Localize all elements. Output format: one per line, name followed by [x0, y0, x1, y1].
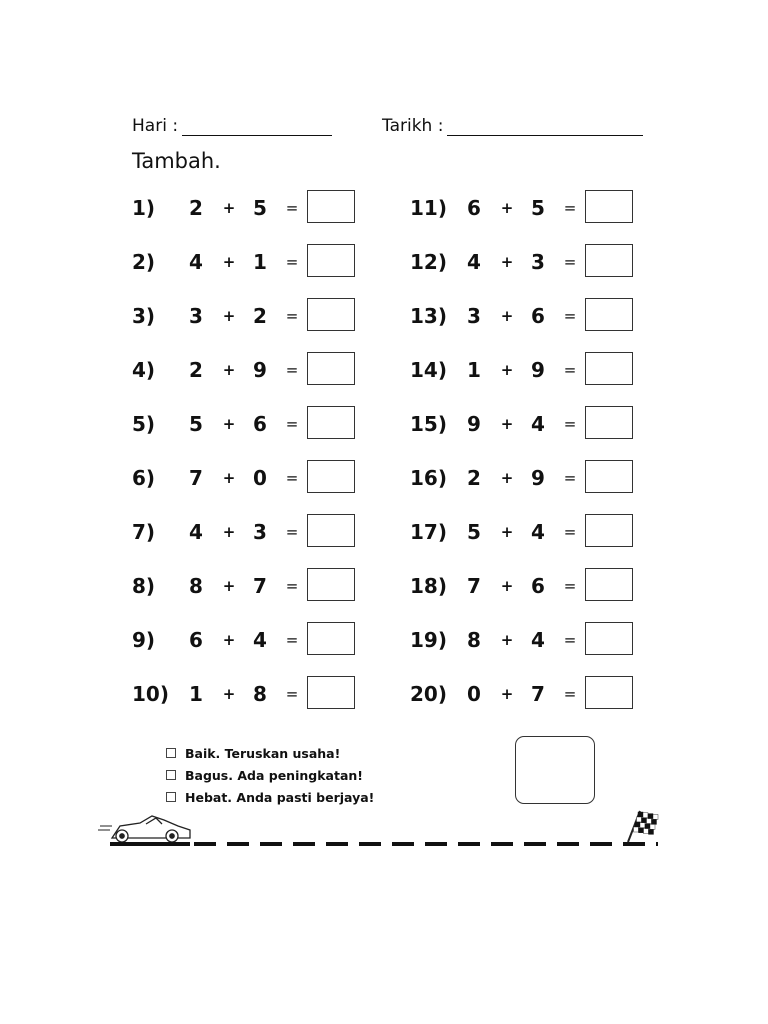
first-addend: 6	[189, 628, 203, 652]
problem-number: 16)	[410, 466, 447, 490]
feedback-label: Hebat. Anda pasti berjaya!	[185, 789, 375, 805]
first-addend: 3	[189, 304, 203, 328]
plus-sign: +	[500, 253, 514, 271]
first-addend: 1	[467, 358, 481, 382]
problem-number: 4)	[132, 358, 156, 382]
plus-sign: +	[222, 631, 236, 649]
plus-sign: +	[500, 685, 514, 703]
equals-sign: =	[563, 469, 577, 487]
first-addend: 3	[467, 304, 481, 328]
first-addend: 4	[189, 250, 203, 274]
first-addend: 4	[467, 250, 481, 274]
plus-sign: +	[222, 469, 236, 487]
second-addend: 6	[531, 304, 545, 328]
problem-number: 18)	[410, 574, 447, 598]
problem-number: 17)	[410, 520, 447, 544]
equals-sign: =	[285, 415, 299, 433]
equals-sign: =	[285, 199, 299, 217]
feedback-label: Bagus. Ada peningkatan!	[185, 767, 363, 783]
second-addend: 7	[531, 682, 545, 706]
first-addend: 2	[189, 196, 203, 220]
equals-sign: =	[563, 577, 577, 595]
equals-sign: =	[285, 253, 299, 271]
equals-sign: =	[563, 253, 577, 271]
equals-sign: =	[285, 307, 299, 325]
first-addend: 8	[189, 574, 203, 598]
problem-number: 6)	[132, 466, 156, 490]
date-label: Tarikh :	[382, 116, 444, 136]
first-addend: 2	[189, 358, 203, 382]
equals-sign: =	[285, 685, 299, 703]
first-addend: 8	[467, 628, 481, 652]
second-addend: 5	[531, 196, 545, 220]
equals-sign: =	[563, 307, 577, 325]
equals-sign: =	[563, 685, 577, 703]
second-addend: 7	[253, 574, 267, 598]
plus-sign: +	[500, 415, 514, 433]
first-addend: 7	[467, 574, 481, 598]
second-addend: 3	[253, 520, 267, 544]
second-addend: 2	[253, 304, 267, 328]
problem-number: 8)	[132, 574, 156, 598]
problem-number: 3)	[132, 304, 156, 328]
first-addend: 5	[467, 520, 481, 544]
second-addend: 6	[253, 412, 267, 436]
second-addend: 0	[253, 466, 267, 490]
problem-number: 9)	[132, 628, 156, 652]
second-addend: 5	[253, 196, 267, 220]
first-addend: 9	[467, 412, 481, 436]
equals-sign: =	[285, 361, 299, 379]
equals-sign: =	[285, 577, 299, 595]
second-addend: 9	[253, 358, 267, 382]
plus-sign: +	[222, 523, 236, 541]
first-addend: 2	[467, 466, 481, 490]
second-addend: 4	[531, 412, 545, 436]
equals-sign: =	[563, 415, 577, 433]
race-car-icon	[98, 816, 190, 842]
dashed-track-line	[110, 842, 658, 846]
equals-sign: =	[563, 199, 577, 217]
problem-number: 11)	[410, 196, 447, 220]
equals-sign: =	[285, 523, 299, 541]
plus-sign: +	[222, 361, 236, 379]
problem-number: 19)	[410, 628, 447, 652]
equals-sign: =	[285, 469, 299, 487]
plus-sign: +	[222, 199, 236, 217]
problem-number: 5)	[132, 412, 156, 436]
plus-sign: +	[500, 361, 514, 379]
plus-sign: +	[222, 577, 236, 595]
second-addend: 9	[531, 466, 545, 490]
problem-number: 1)	[132, 196, 156, 220]
second-addend: 4	[531, 520, 545, 544]
plus-sign: +	[222, 685, 236, 703]
equals-sign: =	[563, 523, 577, 541]
first-addend: 7	[189, 466, 203, 490]
plus-sign: +	[500, 577, 514, 595]
plus-sign: +	[222, 307, 236, 325]
day-label: Hari :	[132, 116, 179, 136]
second-addend: 3	[531, 250, 545, 274]
problem-number: 14)	[410, 358, 447, 382]
plus-sign: +	[500, 523, 514, 541]
first-addend: 0	[467, 682, 481, 706]
second-addend: 9	[531, 358, 545, 382]
plus-sign: +	[500, 469, 514, 487]
checkered-flag-icon	[628, 811, 658, 842]
first-addend: 6	[467, 196, 481, 220]
plus-sign: +	[222, 253, 236, 271]
first-addend: 4	[189, 520, 203, 544]
second-addend: 8	[253, 682, 267, 706]
first-addend: 5	[189, 412, 203, 436]
plus-sign: +	[222, 415, 236, 433]
problem-number: 20)	[410, 682, 447, 706]
worksheet-title: Tambah.	[132, 149, 221, 173]
plus-sign: +	[500, 199, 514, 217]
second-addend: 4	[253, 628, 267, 652]
equals-sign: =	[285, 631, 299, 649]
second-addend: 4	[531, 628, 545, 652]
equals-sign: =	[563, 631, 577, 649]
plus-sign: +	[500, 631, 514, 649]
problem-number: 10)	[132, 682, 169, 706]
second-addend: 6	[531, 574, 545, 598]
problem-number: 12)	[410, 250, 447, 274]
problem-number: 15)	[410, 412, 447, 436]
problem-number: 13)	[410, 304, 447, 328]
first-addend: 1	[189, 682, 203, 706]
problem-number: 7)	[132, 520, 156, 544]
problem-number: 2)	[132, 250, 156, 274]
plus-sign: +	[500, 307, 514, 325]
equals-sign: =	[563, 361, 577, 379]
feedback-label: Baik. Teruskan usaha!	[185, 745, 341, 761]
second-addend: 1	[253, 250, 267, 274]
